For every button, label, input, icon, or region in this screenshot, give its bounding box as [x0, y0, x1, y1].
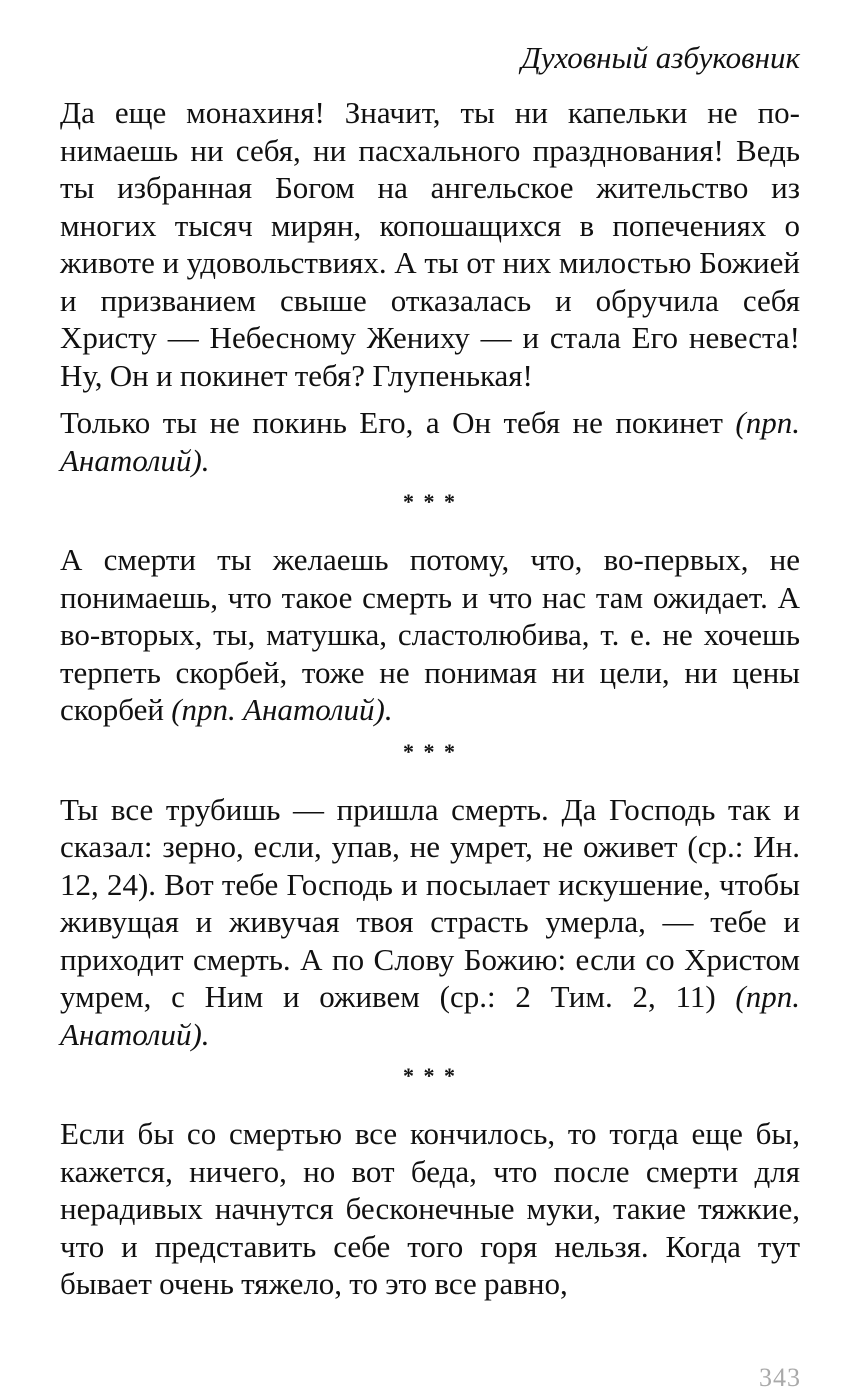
paragraph-text: Если бы со смертью все кончилось, то тогда еще бы, кажется, ничего, но вот беда, что после смерти для нерадивых начнутся бесконечные муки, такие тяжкие, что и представить себе того горя нельзя. Когда тут бывает очень тяжело, то это все равно,	[60, 1116, 800, 1301]
paragraph-text: А смерти ты желаешь потому, что, во-первых, не понимаешь, что такое смерть и что нас там ожидает. А во-вторых, ты, матушка, сластолюбива, т. е. не хочешь терпеть скорбей, тоже не понимая ни цели, ни цены скорбей	[60, 542, 800, 727]
paragraph-text: Ты все трубишь — пришла смерть. Да Господь так и сказал: зерно, если, упав, не умрет, не оживет (ср.: Ин. 12, 24). Вот тебе Господь и посылает искушение, чтобы живущая и живучая твоя страсть умерла, — тебе и приходит смерть. А по Слову Божию: если со Христом умрем, с Ним и оживем (ср.: 2 Тим. 2, 11)	[60, 791, 800, 1014]
book-page	[60, 38, 800, 1313]
paragraph-text: Только ты не покинь Его, а Он тебя не покинет	[60, 405, 736, 440]
running-header: Духовный азбуковник	[521, 40, 800, 75]
paragraph-1	[60, 94, 800, 394]
paragraph-5	[60, 1115, 800, 1303]
section-separator: * * *	[403, 738, 457, 764]
paragraph-3	[60, 541, 800, 729]
paragraph-4	[60, 791, 800, 1054]
citation: (прп. Анатолий).	[171, 692, 393, 727]
page-number: 343	[759, 1363, 801, 1392]
section-separator: * * *	[403, 489, 457, 514]
citation: (прп. Анатолий).	[60, 979, 800, 1052]
paragraph-2	[60, 404, 800, 479]
citation: (прп. Анатолий).	[60, 405, 800, 478]
paragraph-text: Да еще монахиня! Значит, ты ни капельки не понимаешь ни себя, ни пасхального празднования! Ведь ты избранная Богом на ангельское жительство из многих тысяч мирян, копошащихся в попечениях о животе и удовольствиях. А ты от них милостью Божией и призванием свыше отказалась и обручила себя Христу — Небесному Жениху — и стала Его невеста! Ну, Он и покинет тебя? Глупенькая!	[60, 95, 800, 393]
section-separator: * * *	[403, 1063, 457, 1088]
